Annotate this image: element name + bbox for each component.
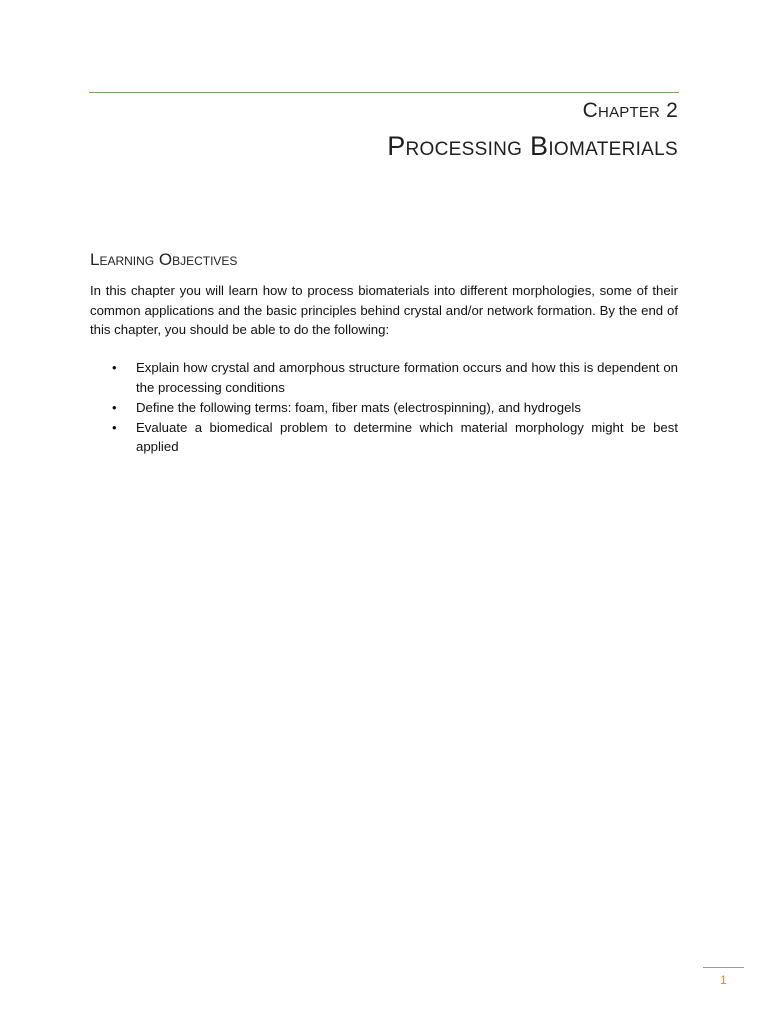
objective-item <box>90 398 678 418</box>
chapter-label: Chapter 2 <box>582 99 678 122</box>
objectives-list <box>90 358 678 457</box>
footer-rule <box>703 967 744 968</box>
objective-item <box>90 418 678 457</box>
bullet-icon: • <box>112 399 117 415</box>
bullet-icon: • <box>112 419 117 435</box>
intro-paragraph: In this chapter you will learn how to process biomaterials into different morphologies, some of their common applications and the basic principles behind crystal and/or network formation. By the end of this chapter, you should be able to do the following: <box>90 283 678 337</box>
header-rule <box>89 92 679 93</box>
objective-text: Explain how crystal and amorphous structure formation occurs and how this is dependent on the processing conditions <box>136 360 678 395</box>
bullet-icon: • <box>112 360 117 375</box>
objective-item <box>90 358 678 397</box>
objective-text: Evaluate a biomedical problem to determine which material morphology might be best applied <box>136 419 678 454</box>
page-number: 1 <box>720 973 727 987</box>
objective-text: Define the following terms: foam, fiber mats (electrospinning), and hydrogels <box>136 399 581 415</box>
section-heading: Learning Objectives <box>90 250 238 269</box>
chapter-title: Processing Biomaterials <box>387 131 678 161</box>
